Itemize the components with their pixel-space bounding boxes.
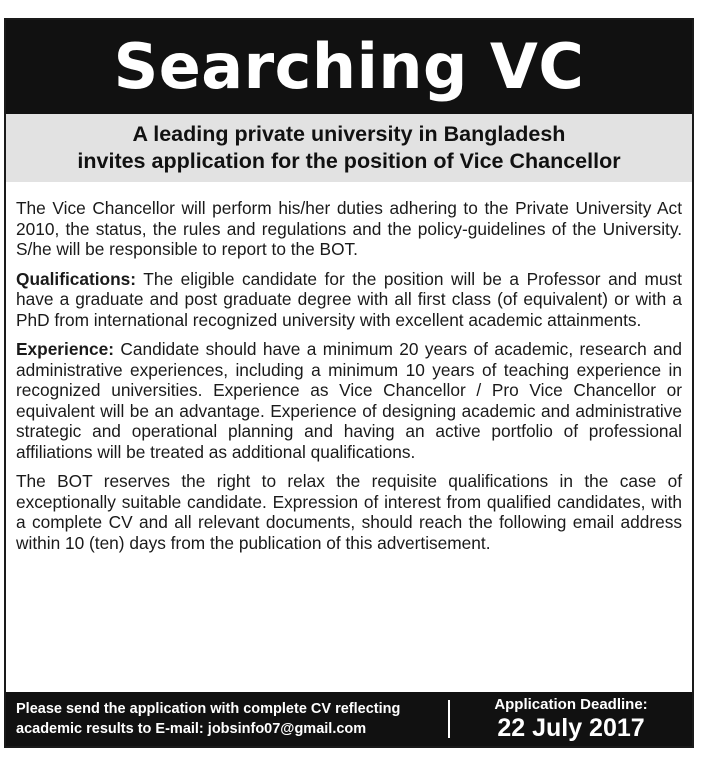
experience-label: Experience: bbox=[16, 339, 114, 359]
instruction-line-2 bbox=[16, 719, 446, 739]
deadline-label: Application Deadline: bbox=[494, 696, 648, 713]
closing-paragraph bbox=[16, 471, 682, 553]
job-advertisement bbox=[4, 18, 694, 748]
header-banner bbox=[6, 20, 692, 114]
instruction-line-1: Please send the application with complete CV reflecting bbox=[16, 701, 401, 717]
qualifications-label: Qualifications: bbox=[16, 268, 137, 289]
ad-title: Searching VC bbox=[113, 30, 585, 103]
email-address[interactable]: jobsinfo07@gmail.com bbox=[207, 721, 367, 737]
qualifications-paragraph bbox=[16, 269, 682, 331]
footer-banner bbox=[6, 692, 692, 746]
experience-text: Candidate should have a minimum 20 years of academic, research and administrative experiences, including a minimum 10 years of teaching experience in recognized universities. Experience as Vice Chancellor / Pro Vice Chancellor or equivalent will be an advantage. Experience of designing academic and administrative strategic and operational planning and having an active portfolio of professional affiliations will be treated as additional qualifications. bbox=[16, 339, 682, 462]
application-instructions bbox=[6, 699, 446, 739]
ad-body bbox=[6, 182, 692, 553]
qualifications-text: The eligible candidate for the position will be a Professor and must have a graduate and post graduate degree with all first class (of equivalent) or with a PhD from international recognized university with excellent academic attainments. bbox=[16, 268, 682, 330]
experience-paragraph bbox=[16, 339, 682, 462]
subheading-band bbox=[6, 114, 692, 182]
instruction-prefix: academic results to E-mail: bbox=[16, 721, 204, 737]
deadline-date: 22 July 2017 bbox=[497, 714, 645, 742]
intro-paragraph bbox=[16, 198, 682, 260]
deadline-block bbox=[450, 696, 692, 742]
subheading-line-2: invites application for the position of Vice Chancellor bbox=[77, 149, 621, 173]
closing-text: The BOT reserves the right to relax the requisite qualifications in the case of exceptionally suitable candidate. Expression of interest from qualified candidates, with a complete CV and all relevant documents, should reach the following email address within 10 (ten) days from the publication of this advertisement. bbox=[16, 471, 682, 553]
subheading-line-1: A leading private university in Bangladesh bbox=[132, 122, 566, 146]
intro-text: The Vice Chancellor will perform his/her duties adhering to the Private University Act 2010, the status, the rules and regulations and the policy-guidelines of the University. S/he will be responsible to report to the BOT. bbox=[16, 198, 682, 259]
